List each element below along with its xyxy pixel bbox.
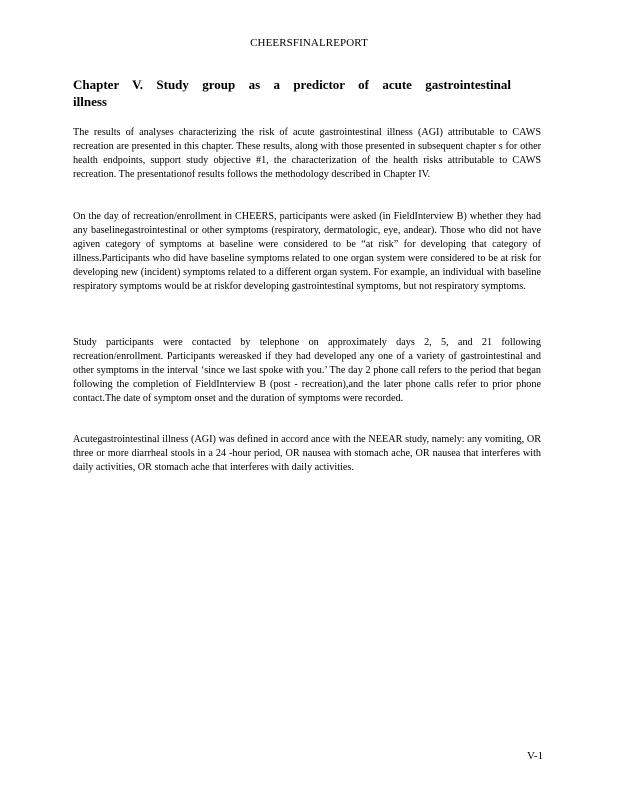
paragraph-telephone-followup: Study participants were contacted by telephone on approximately days 2, 5, and 21 following recreation/enrollment. Participants wereasked if they had developed any one of a variety of gastrointestinal and other symptoms in the interval ‘since we last spoke with you.’ The day 2 phone call refers to the period that began following the completion of FieldInterview B (post - recreation),and the later phone calls refer to prior phone contact.The date of symptom onset and the duration of symptoms were recorded. — [73, 337, 541, 404]
chapter-title-line-1: Chapter V. Study group as a predictor of acute gastrointestinal — [73, 77, 511, 92]
chapter-title-line-2: illness — [73, 94, 107, 109]
paragraph-agi-definition: Acutegastrointestinal illness (AGI) was defined in accord ance with the NEEAR study, namely: any vomiting, OR three or more diarrheal stools in a 24 -hour period, OR nausea with stomach ache, OR nausea that interferes with daily activities, OR stomach ache that interferes with daily activities. — [73, 434, 541, 473]
page-number: V-1 — [527, 750, 544, 762]
chapter-title — [73, 76, 511, 110]
paragraph-baseline-symptoms: On the day of recreation/enrollment in CHEERS, participants were asked (in FieldInterview B) whether they had any baselinegastrointestinal or other symptoms (respiratory, dermatologic, eye, andear). Those who did not have agiven category of symptoms at baseline were considered to be “at risk” for developing that category of illness.Participants who did have baseline symptoms related to one organ system were considered to be at risk for developing new (incident) symptoms related to a different organ system. For example, an individual with baseline respiratory symptoms would be at riskfor developing gastrointestinal symptoms, but not respiratory symptoms. — [73, 211, 541, 292]
report-header: CHEERSFINALREPORT — [250, 37, 368, 49]
paragraph-intro: The results of analyses characterizing the risk of acute gastrointestinal illness (AGI) attributable to CAWS recreation are presented in this chapter. These results, along with those presented in subsequent chapter s for other health endpoints, support study objective #1, the characterization of the health risks attributable to CAWS recreation. The presentationof results follows the methodology described in Chapter IV. — [73, 127, 541, 180]
